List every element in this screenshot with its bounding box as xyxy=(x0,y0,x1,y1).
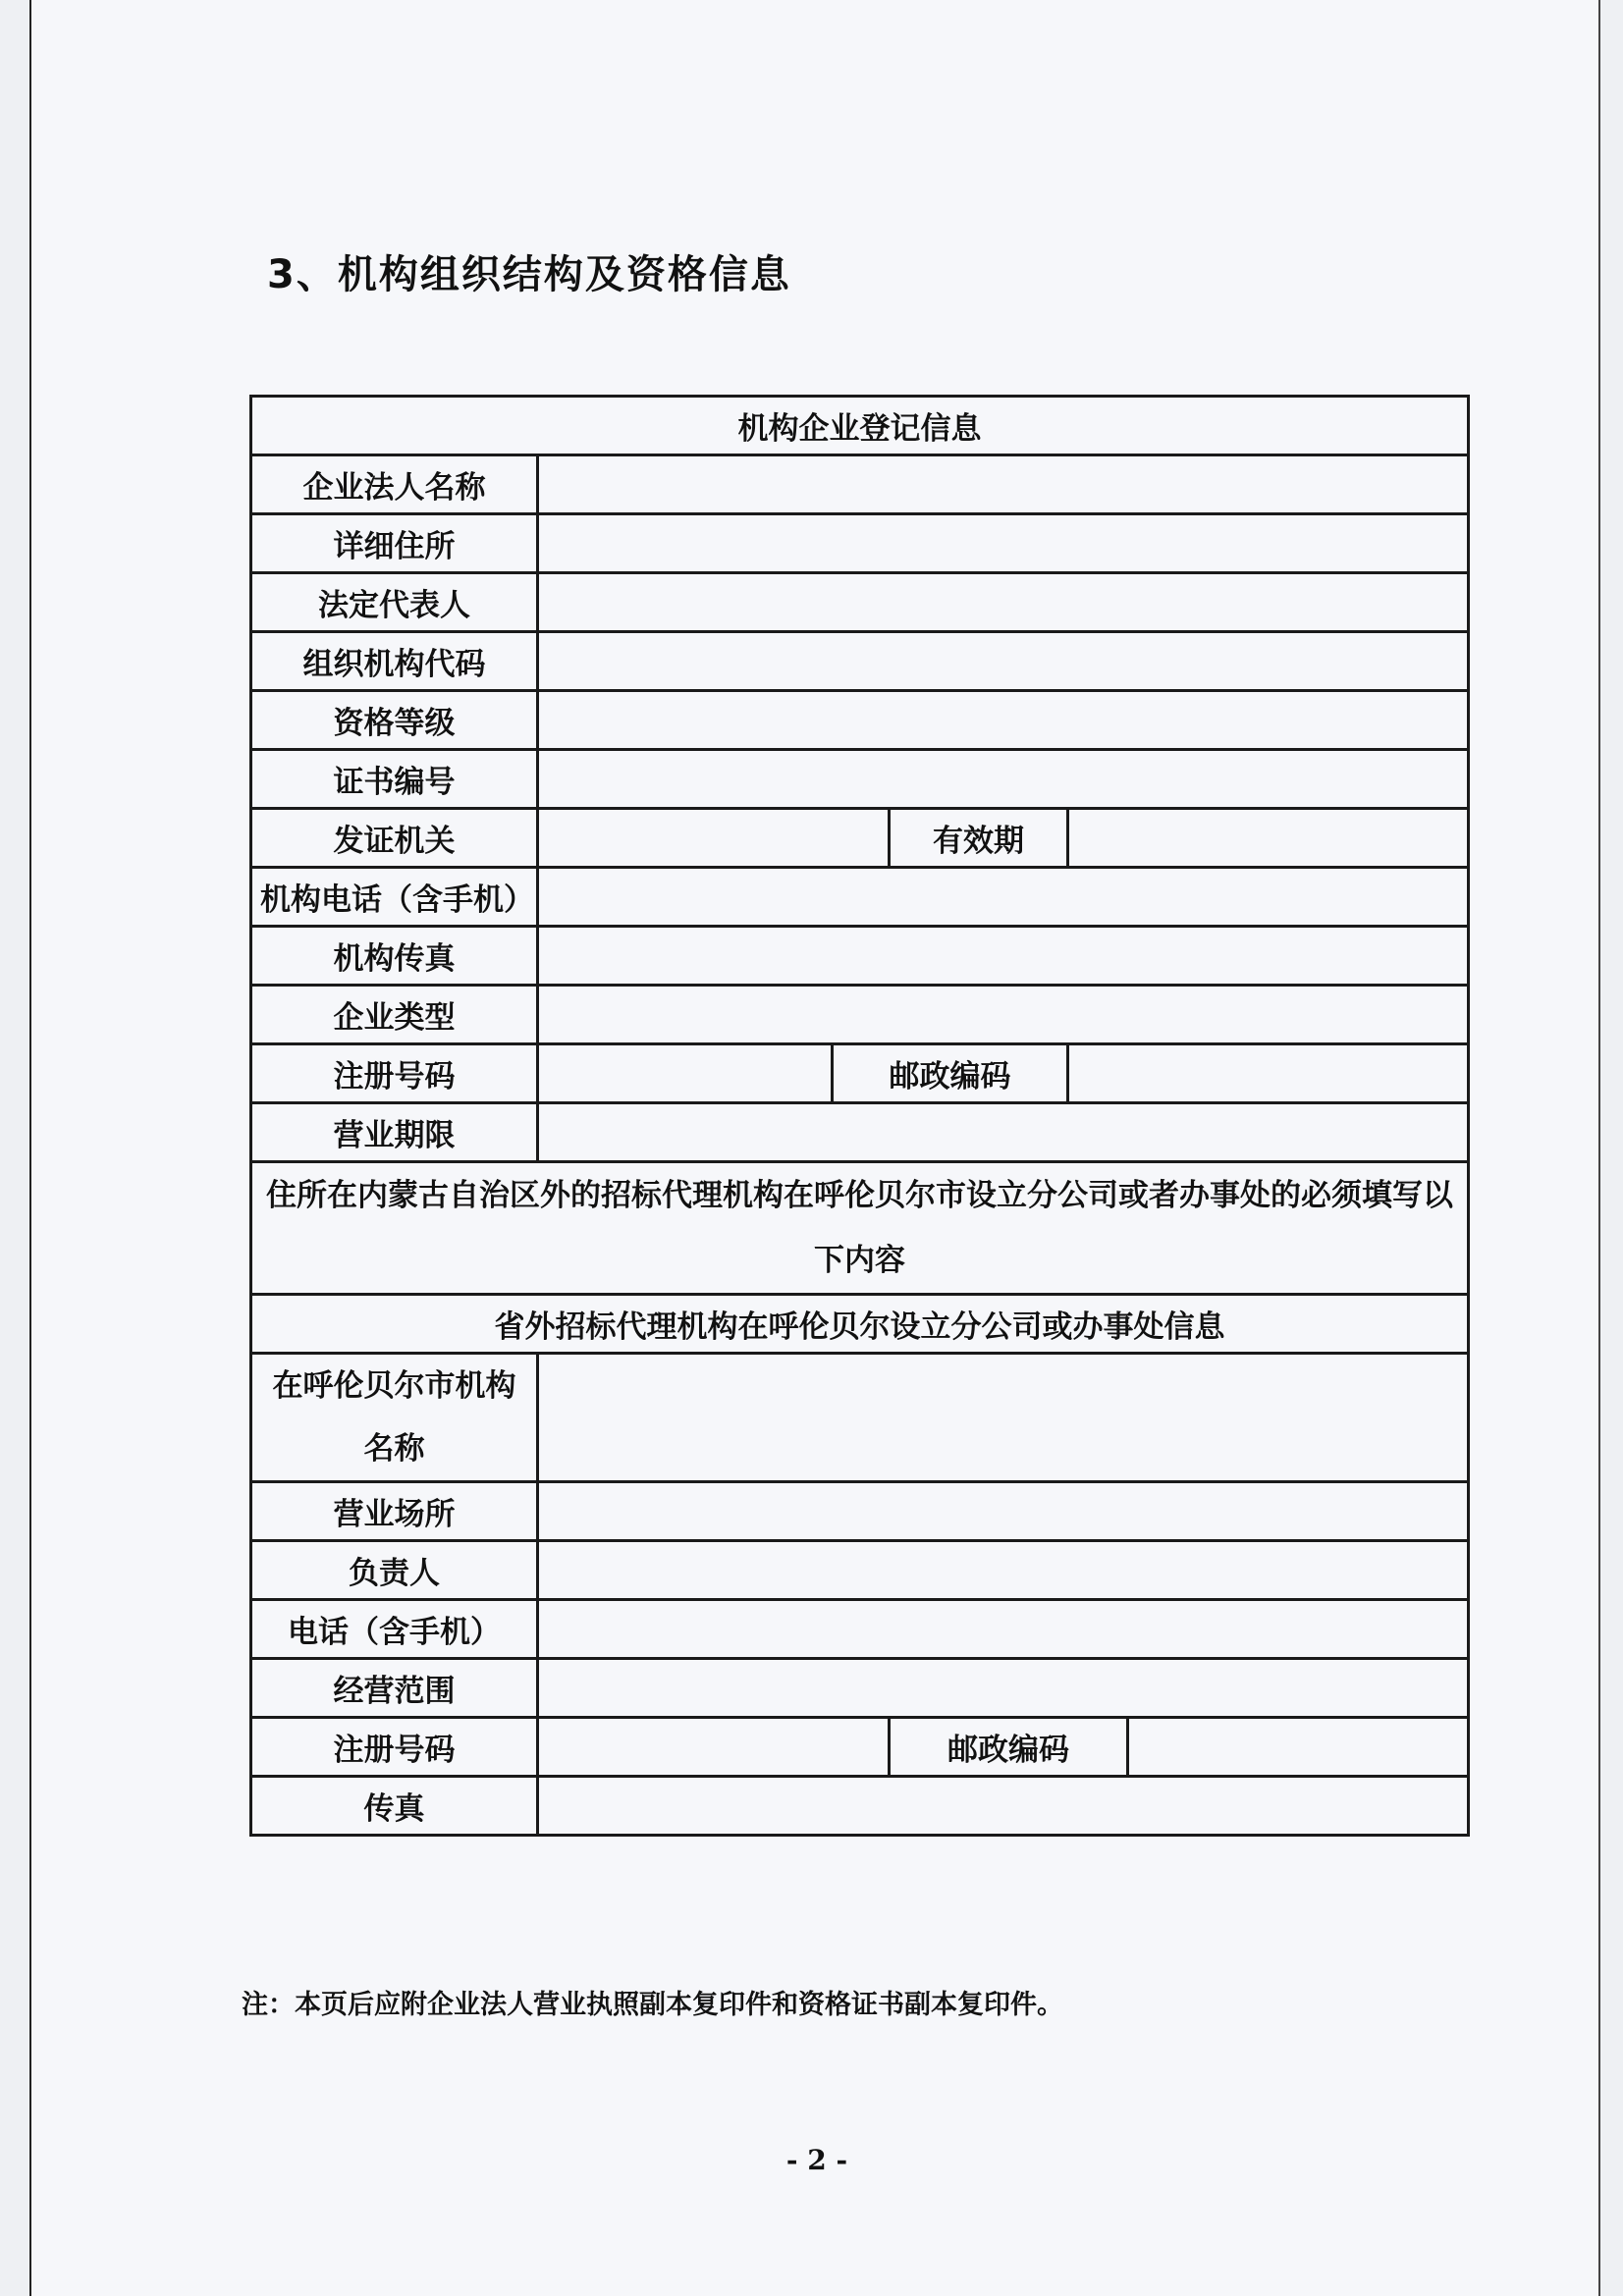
business-term-field[interactable] xyxy=(538,1103,1469,1162)
registration-form-table xyxy=(249,395,1470,1837)
legal-name-field[interactable] xyxy=(538,455,1469,514)
registration-header: 机构企业登记信息 xyxy=(251,397,1469,455)
form-row xyxy=(251,986,1469,1044)
form-row xyxy=(251,868,1469,927)
address-label: 详细住所 xyxy=(251,514,538,573)
legal-rep-field[interactable] xyxy=(538,573,1469,632)
form-row xyxy=(251,927,1469,986)
org-code-label: 组织机构代码 xyxy=(251,632,538,691)
form-row xyxy=(251,1718,1469,1777)
premises-label: 营业场所 xyxy=(251,1482,538,1541)
form-row xyxy=(251,1600,1469,1659)
form-row xyxy=(251,1659,1469,1718)
qualification-level-field[interactable] xyxy=(538,691,1469,750)
branch-header: 省外招标代理机构在呼伦贝尔设立分公司或办事处信息 xyxy=(251,1295,1469,1354)
registration-header-row xyxy=(251,397,1469,455)
form-row xyxy=(251,1044,1469,1103)
branch-postal-code-field[interactable] xyxy=(1128,1718,1469,1777)
form-row xyxy=(251,632,1469,691)
fax-label: 机构传真 xyxy=(251,927,538,986)
branch-registration-no-label: 注册号码 xyxy=(251,1718,538,1777)
validity-field[interactable] xyxy=(1068,809,1469,868)
section-title: 3、机构组织结构及资格信息 xyxy=(267,252,791,297)
branch-name-label: 在呼伦贝尔市机构名称 xyxy=(251,1354,538,1482)
postal-code-label: 邮政编码 xyxy=(833,1044,1068,1103)
form-row xyxy=(251,1777,1469,1836)
form-row xyxy=(251,750,1469,809)
certificate-no-field[interactable] xyxy=(538,750,1469,809)
branch-instruction-row xyxy=(251,1162,1469,1295)
branch-phone-label: 电话（含手机） xyxy=(251,1600,538,1659)
address-field[interactable] xyxy=(538,514,1469,573)
document-page xyxy=(29,0,1600,2296)
company-type-label: 企业类型 xyxy=(251,986,538,1044)
form-row xyxy=(251,455,1469,514)
branch-header-row xyxy=(251,1295,1469,1354)
form-row xyxy=(251,1482,1469,1541)
attachment-note: 注：本页后应附企业法人营业执照副本复印件和资格证书副本复印件。 xyxy=(242,1990,1063,2020)
form-row xyxy=(251,1541,1469,1600)
branch-instruction: 住所在内蒙古自治区外的招标代理机构在呼伦贝尔市设立分公司或者办事处的必须填写以下内容 xyxy=(251,1162,1469,1295)
branch-fax-field[interactable] xyxy=(538,1777,1469,1836)
form-row xyxy=(251,809,1469,868)
branch-name-field[interactable] xyxy=(538,1354,1469,1482)
business-scope-field[interactable] xyxy=(538,1659,1469,1718)
person-in-charge-label: 负责人 xyxy=(251,1541,538,1600)
form-row xyxy=(251,1103,1469,1162)
branch-registration-no-field[interactable] xyxy=(538,1718,890,1777)
branch-phone-field[interactable] xyxy=(538,1600,1469,1659)
branch-postal-code-label: 邮政编码 xyxy=(890,1718,1128,1777)
registration-no-field[interactable] xyxy=(538,1044,833,1103)
validity-label: 有效期 xyxy=(890,809,1068,868)
form-row xyxy=(251,691,1469,750)
org-code-field[interactable] xyxy=(538,632,1469,691)
page-number: - 2 - xyxy=(785,2144,848,2176)
postal-code-field[interactable] xyxy=(1068,1044,1469,1103)
phone-label: 机构电话（含手机） xyxy=(251,868,538,927)
form-row xyxy=(251,1354,1469,1482)
form-row xyxy=(251,514,1469,573)
business-term-label: 营业期限 xyxy=(251,1103,538,1162)
business-scope-label: 经营范围 xyxy=(251,1659,538,1718)
phone-field[interactable] xyxy=(538,868,1469,927)
certificate-no-label: 证书编号 xyxy=(251,750,538,809)
form-row xyxy=(251,573,1469,632)
person-in-charge-field[interactable] xyxy=(538,1541,1469,1600)
issuing-authority-field[interactable] xyxy=(538,809,890,868)
qualification-level-label: 资格等级 xyxy=(251,691,538,750)
issuing-authority-label: 发证机关 xyxy=(251,809,538,868)
legal-rep-label: 法定代表人 xyxy=(251,573,538,632)
premises-field[interactable] xyxy=(538,1482,1469,1541)
registration-no-label: 注册号码 xyxy=(251,1044,538,1103)
fax-field[interactable] xyxy=(538,927,1469,986)
branch-fax-label: 传真 xyxy=(251,1777,538,1836)
legal-name-label: 企业法人名称 xyxy=(251,455,538,514)
company-type-field[interactable] xyxy=(538,986,1469,1044)
